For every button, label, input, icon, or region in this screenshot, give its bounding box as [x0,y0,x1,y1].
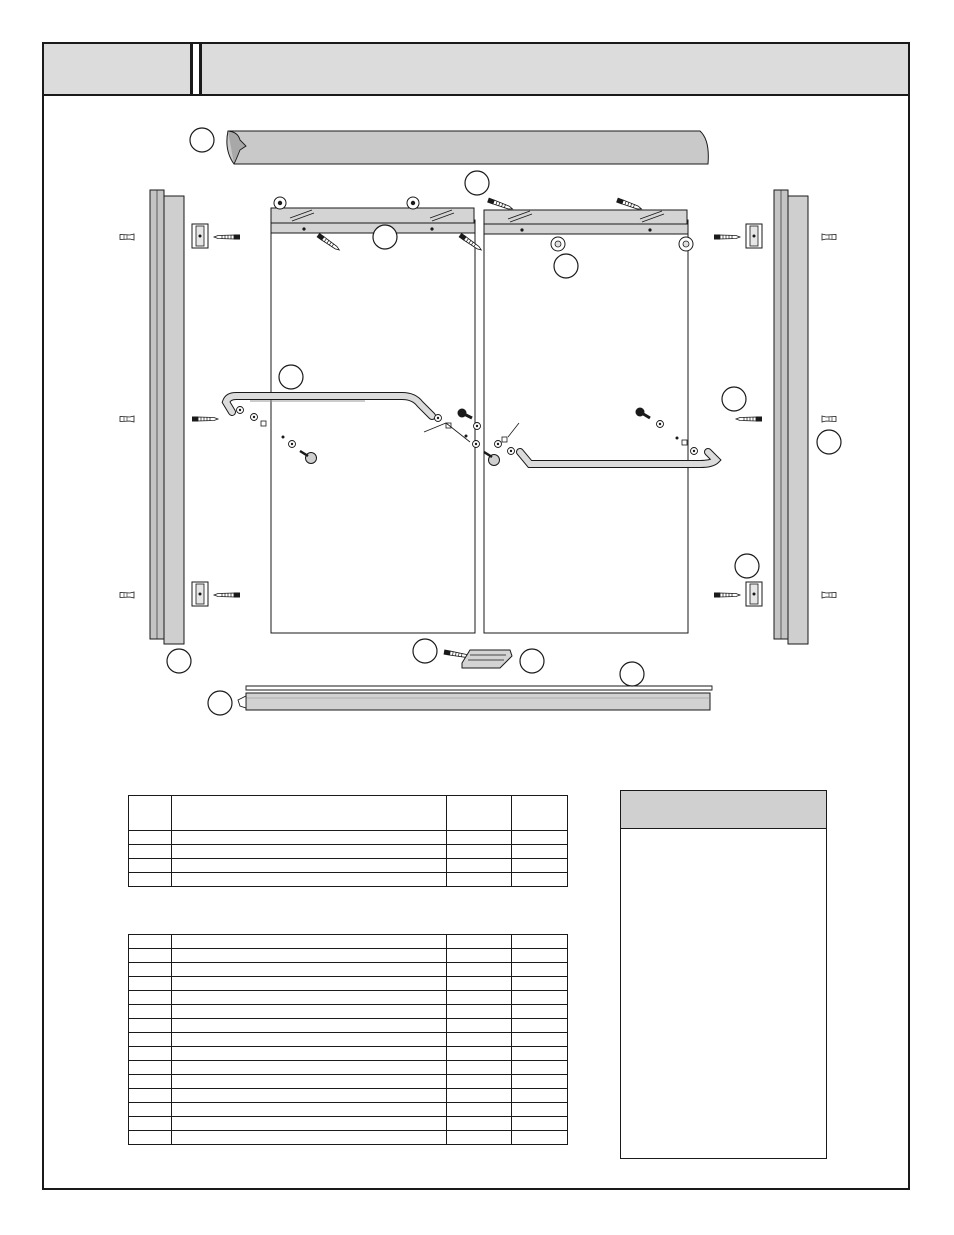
table-cell [447,963,512,977]
table-cell [129,1075,172,1089]
table-cell [447,1047,512,1061]
table-cell [129,1117,172,1131]
wall-jamb-screw-callout [722,387,746,411]
table-cell [447,831,512,845]
bottom-guide-callout [520,649,544,673]
table-cell [512,1075,568,1089]
table-row [129,1075,568,1089]
table-cell [512,1117,568,1131]
table-cell [172,1089,447,1103]
table-cell [172,935,447,949]
table-cell [447,1061,512,1075]
table-cell [129,831,172,845]
table-cell [172,873,447,887]
table-row [129,963,568,977]
table-header-cell [172,796,447,831]
table-cell [172,963,447,977]
table-cell [129,1131,172,1145]
sill-end-callout [208,691,232,715]
table-row [129,935,568,949]
table-cell [172,1103,447,1117]
table-row [129,1005,568,1019]
table-cell [172,977,447,991]
table-cell [129,1005,172,1019]
table-cell [447,859,512,873]
table-cell [129,935,172,949]
table-cell [447,1089,512,1103]
table-row [129,949,568,963]
table-cell [512,1089,568,1103]
guide-screw-callout [413,639,437,663]
table-row [129,859,568,873]
table-row [129,1033,568,1047]
table-cell [512,1131,568,1145]
table-row [129,1131,568,1145]
table-cell [447,991,512,1005]
notes-box [620,790,827,1159]
left-wall-jamb [150,190,184,644]
wall-jamb-right-callout [817,430,841,454]
table-row [129,831,568,845]
table-cell [512,873,568,887]
table-cell [447,977,512,991]
table-cell [512,1047,568,1061]
table-cell [129,845,172,859]
right-wall-jamb [774,190,808,644]
table-cell [172,1019,447,1033]
parts-table-2 [128,934,568,1145]
towel-bar-callout [279,365,303,389]
table-cell [512,977,568,991]
notes-box-header [621,791,826,829]
table-header-cell [512,796,568,831]
bottom-guide [444,650,512,668]
table-cell [129,1103,172,1117]
table-cell [512,935,568,949]
roller-callout [554,254,578,278]
table-cell [512,1019,568,1033]
table-cell [129,963,172,977]
table-cell [172,845,447,859]
table-cell [129,949,172,963]
table-row [129,845,568,859]
table-cell [129,991,172,1005]
table-cell [172,1117,447,1131]
table-header-cell [129,796,172,831]
table-cell [172,1075,447,1089]
table-cell [447,873,512,887]
table-cell [512,949,568,963]
screw-callout [465,171,489,195]
wall-jamb-left-callout [167,649,191,673]
sill-callout [620,662,644,686]
table-header-cell [447,796,512,831]
table-cell [129,1019,172,1033]
hanger-callout [373,225,397,249]
table-cell [129,873,172,887]
table-row [129,1089,568,1103]
table-cell [447,949,512,963]
table-row [129,1019,568,1033]
table-cell [172,949,447,963]
table-cell [512,1033,568,1047]
table-row [129,991,568,1005]
table-cell [447,1103,512,1117]
table-cell [172,831,447,845]
table-cell [512,1005,568,1019]
table-row [129,873,568,887]
table-row [129,1061,568,1075]
table-cell [447,1033,512,1047]
table-cell [447,1019,512,1033]
table-cell [172,1033,447,1047]
wall-anchor-callout [735,554,759,578]
parts-table-1 [128,795,568,887]
table-cell [512,991,568,1005]
table-cell [512,963,568,977]
table-row [129,1047,568,1061]
table-cell [172,1131,447,1145]
table-cell [129,1089,172,1103]
table-row [129,1103,568,1117]
table-cell [512,1103,568,1117]
table-cell [172,859,447,873]
table-cell [447,845,512,859]
table-cell [172,991,447,1005]
table-cell [129,1061,172,1075]
left-door-panel [271,208,475,633]
table-cell [172,1061,447,1075]
table-cell [512,845,568,859]
table-cell [447,1117,512,1131]
table-cell [129,977,172,991]
table-cell [172,1005,447,1019]
table-cell [512,831,568,845]
table-header-row [129,796,568,831]
table-cell [129,1033,172,1047]
header-rail-callout [190,128,214,152]
sill [238,686,712,710]
table-cell [512,1061,568,1075]
table-cell [172,1047,447,1061]
table-cell [447,1005,512,1019]
table-cell [129,859,172,873]
table-cell [447,935,512,949]
table-cell [512,859,568,873]
table-row [129,1117,568,1131]
table-cell [447,1131,512,1145]
table-cell [129,1047,172,1061]
table-cell [447,1075,512,1089]
table-row [129,977,568,991]
wall-anchors-left [120,234,134,598]
wall-anchors-right [822,234,836,598]
header-rail [227,131,708,164]
